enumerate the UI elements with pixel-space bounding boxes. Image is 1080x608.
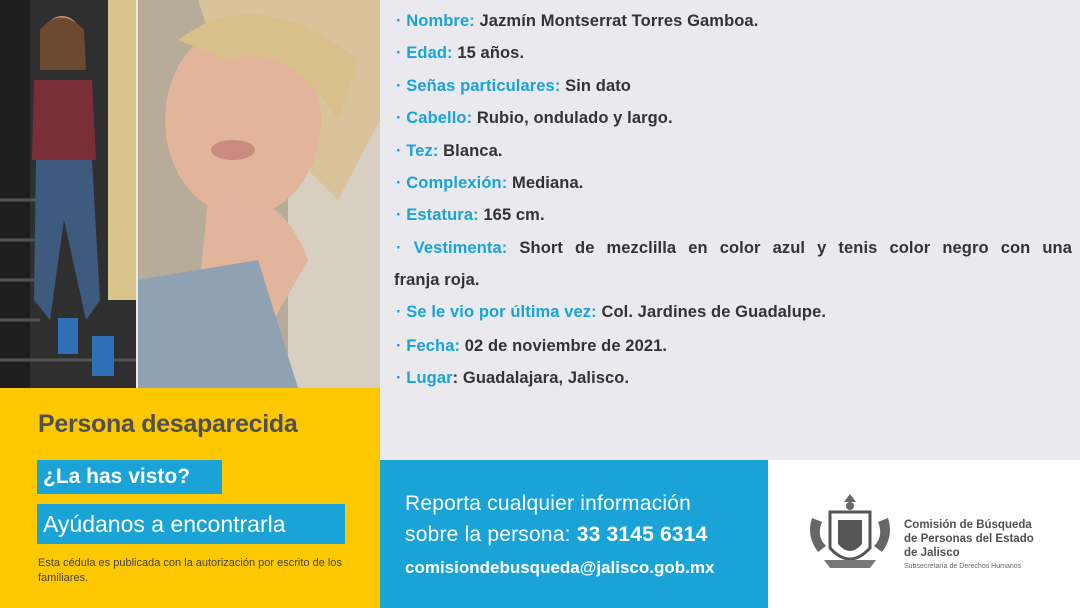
label-lugar: · Lugar [396, 369, 453, 387]
org-name-line-1: Comisión de Búsqueda [904, 519, 1032, 531]
photo-face [138, 0, 380, 388]
info-panel [380, 0, 1080, 460]
missing-person-banner [0, 388, 380, 608]
org-name-line-3: de Jalisco [904, 547, 960, 559]
contact-line-2-prefix: sobre la persona: [405, 523, 577, 546]
info-row-cabello [396, 109, 1072, 128]
info-row-nombre [396, 12, 1072, 31]
org-name-line-2: de Personas del Estado [904, 533, 1034, 545]
label-complexion: · Complexión: [396, 174, 508, 192]
info-row-lugar [396, 369, 1072, 388]
info-row-fecha [396, 337, 1072, 356]
organization-name [904, 518, 1034, 574]
value-vestimenta: Short de mezclilla en color azul y tenis color negro con una [519, 239, 1073, 257]
contact-email[interactable]: comisiondebusqueda@jalisco.gob.mx [405, 558, 715, 577]
info-row-edad [396, 44, 1072, 63]
value-senas: Sin dato [565, 77, 631, 95]
info-row-tez [396, 142, 1072, 161]
label-tez: · Tez: [396, 142, 439, 160]
label-senas: · Señas particulares: [396, 77, 561, 95]
value-complexion: Mediana. [512, 174, 584, 192]
organization-panel [768, 460, 1080, 608]
help-tag: Ayúdanos a encontrarla [37, 504, 345, 544]
photo-full-body-drawing [0, 0, 136, 388]
info-row-ultima-vez [396, 303, 1072, 322]
value-tez: Blanca. [443, 142, 503, 160]
label-nombre: · Nombre: [396, 12, 475, 30]
label-vestimenta: · Vestimenta: [396, 239, 508, 257]
photo-full-body [0, 0, 136, 388]
question-tag: ¿La has visto? [37, 460, 222, 494]
info-row-estatura [396, 206, 1072, 225]
contact-line-2 [405, 523, 708, 547]
value-estatura: 165 cm. [483, 206, 545, 224]
value-ultima-vez: Col. Jardines de Guadalupe. [601, 303, 827, 321]
banner-title: Persona desaparecida [38, 410, 298, 438]
contact-line-1: Reporta cualquier información [405, 492, 691, 515]
value-fecha: 02 de noviembre de 2021. [464, 337, 668, 355]
contact-panel [380, 460, 768, 608]
value-cabello: Rubio, ondulado y largo. [476, 109, 673, 127]
org-subtitle: Subsecretaría de Derechos Humanos [904, 563, 1022, 570]
authorization-note: Esta cédula es publicada con la autorización por escrito de los familiares. [38, 557, 342, 584]
label-cabello: · Cabello: [396, 109, 473, 127]
contact-phone[interactable]: 33 3145 6314 [576, 523, 708, 546]
label-edad: · Edad: [396, 44, 453, 62]
value-edad: 15 años. [457, 44, 525, 62]
info-row-vestimenta [396, 239, 1072, 258]
value-vestimenta-cont: franja roja. [394, 271, 480, 289]
label-ultima-vez: · Se le vio por última vez: [396, 303, 597, 321]
label-fecha: · Fecha: [396, 337, 461, 355]
info-row-vestimenta-cont [394, 271, 1072, 290]
jalisco-coat-of-arms-icon [804, 490, 896, 576]
value-lugar: : Guadalajara, Jalisco. [452, 369, 630, 387]
info-row-senas [396, 77, 1072, 96]
label-estatura: · Estatura: [396, 206, 479, 224]
info-row-complexion [396, 174, 1072, 193]
value-nombre: Jazmín Montserrat Torres Gamboa. [479, 12, 759, 30]
photo-face-drawing [138, 0, 380, 388]
